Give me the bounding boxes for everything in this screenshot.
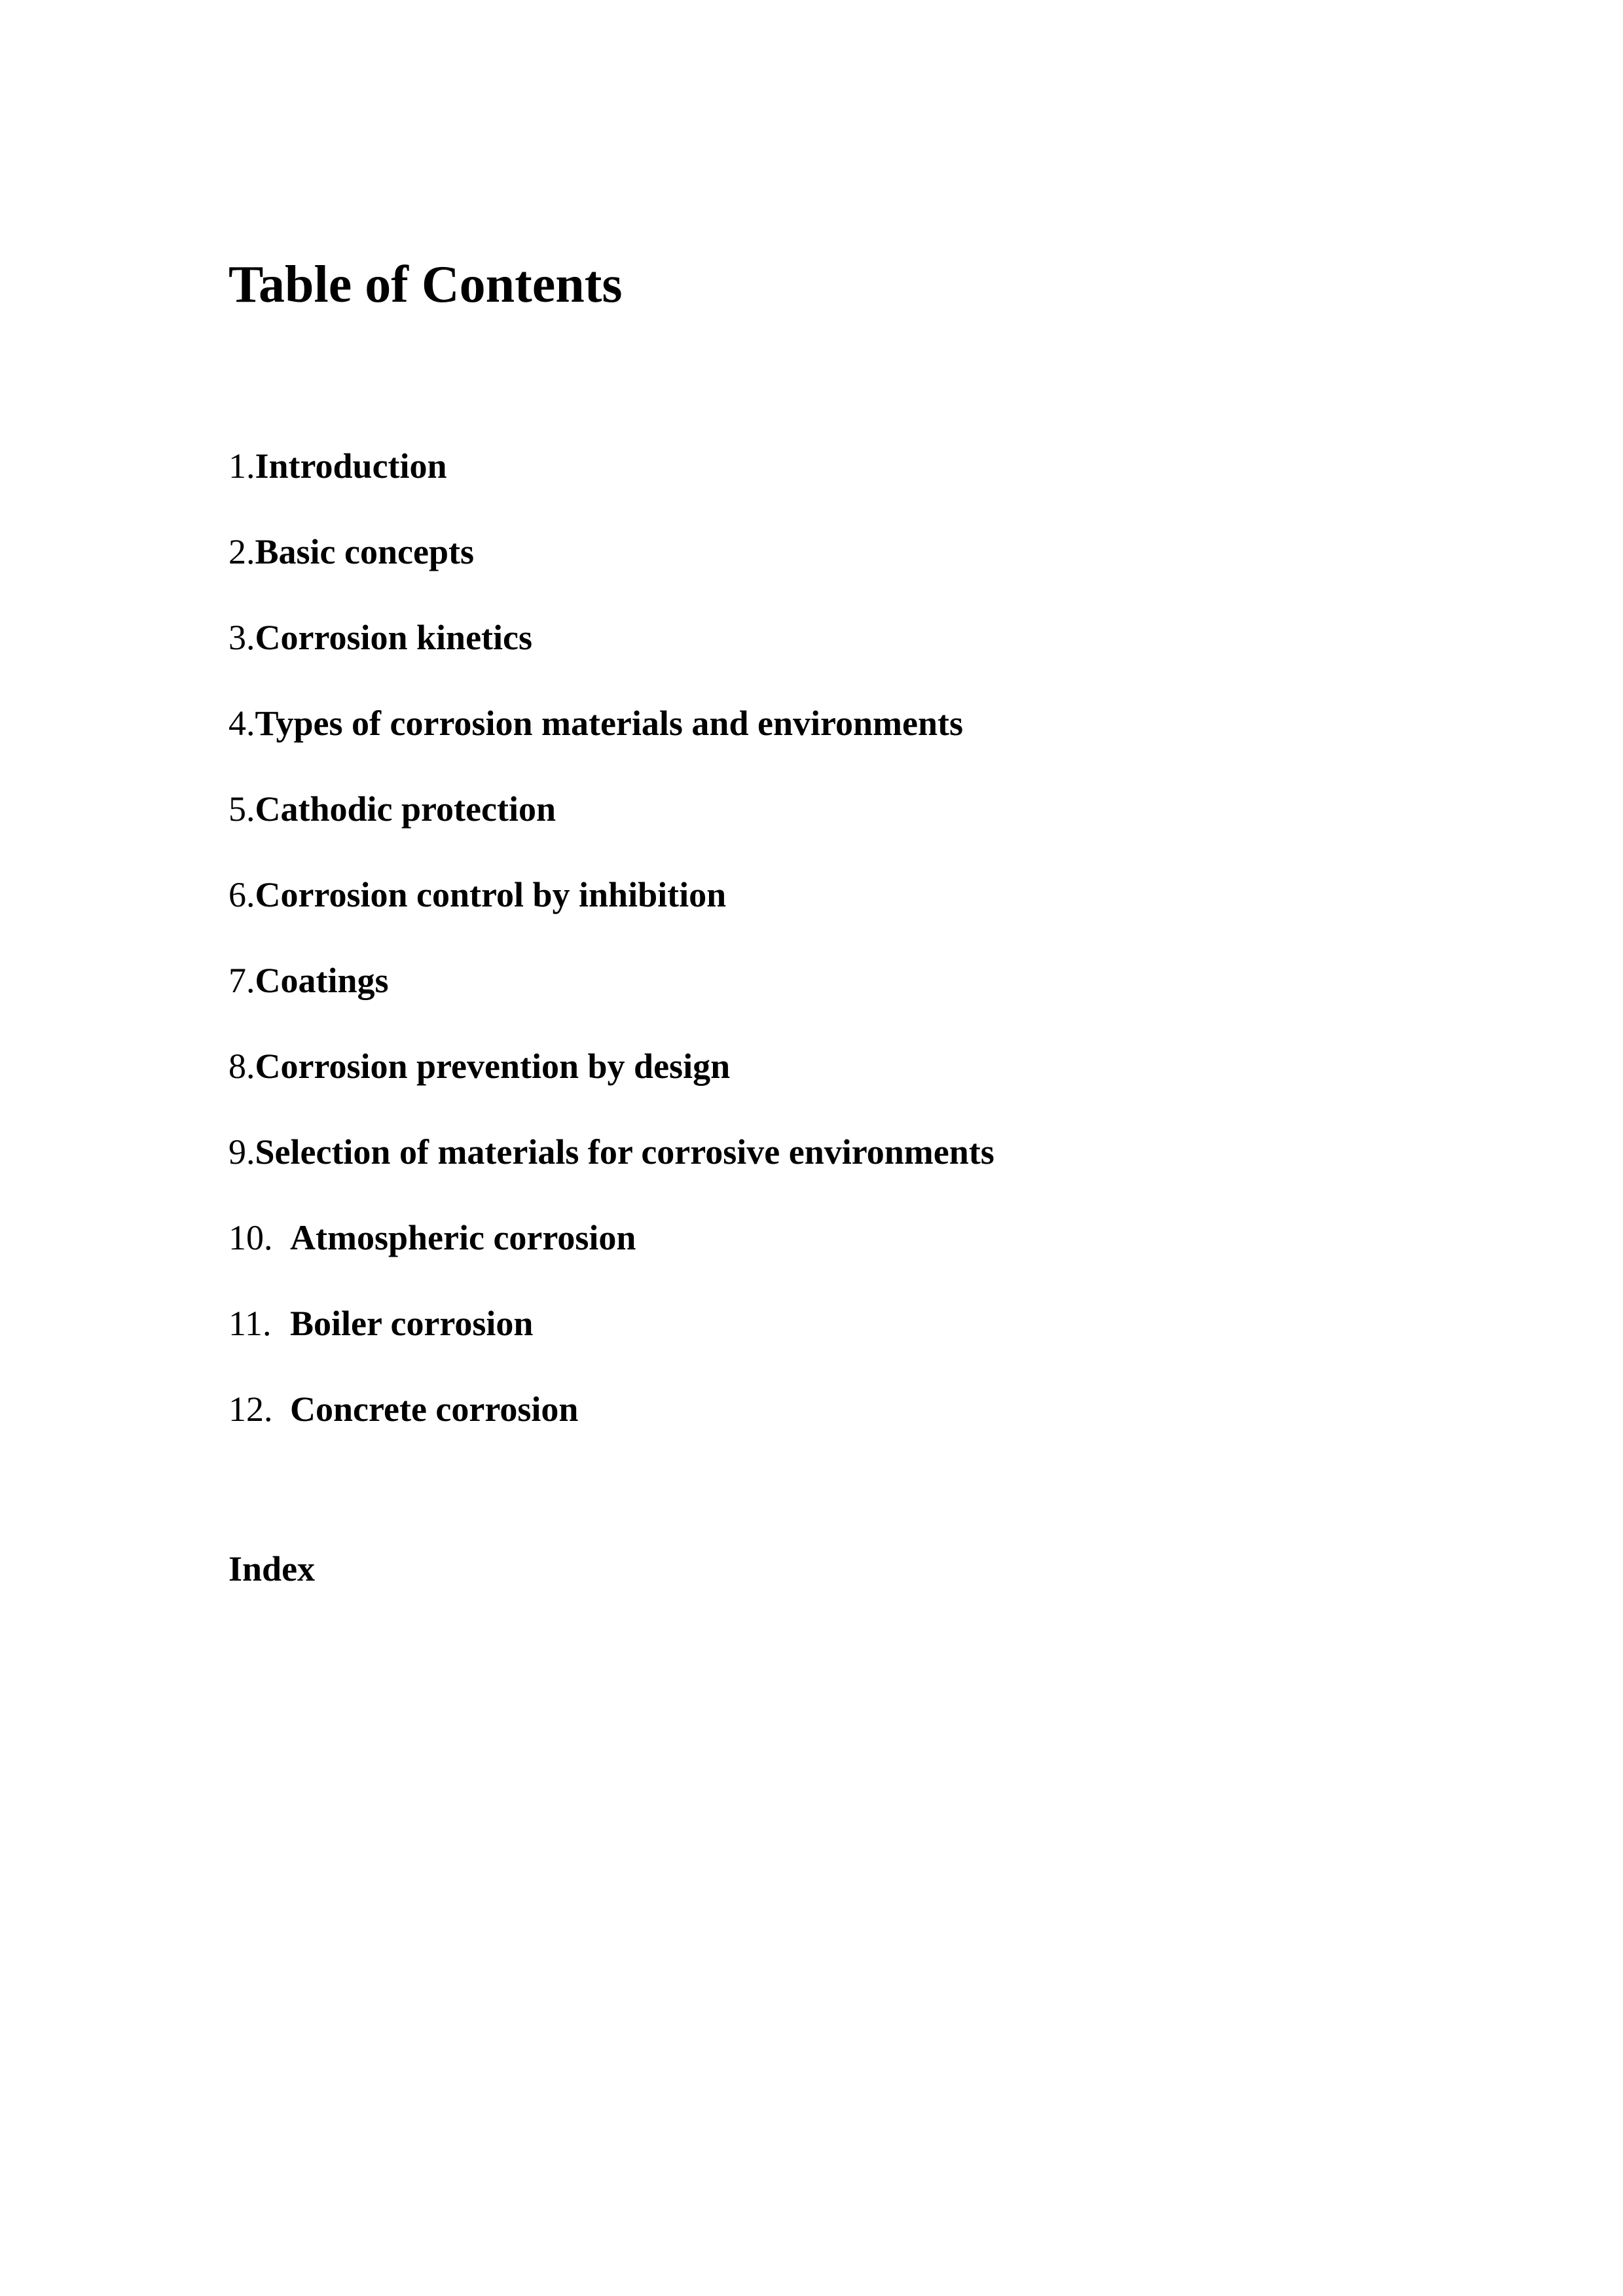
toc-entry-corrosion-prevention-by-design[interactable] xyxy=(228,1045,994,1131)
toc-entry-selection-of-materials[interactable] xyxy=(228,1131,994,1217)
toc-entry-number: 9. xyxy=(228,1132,255,1172)
toc-entry-label: Introduction xyxy=(255,446,447,486)
page-title: Table of Contents xyxy=(228,256,623,314)
toc-entry-label: Cathodic protection xyxy=(255,789,556,829)
toc-entry-number: 1. xyxy=(228,446,255,486)
toc-entry-cathodic-protection[interactable] xyxy=(228,788,994,874)
toc-entry-label: Basic concepts xyxy=(255,532,474,571)
toc-entry-number: 6. xyxy=(228,875,255,914)
toc-entry-index[interactable]: Index xyxy=(228,1549,316,1588)
toc-entry-label: Corrosion control by inhibition xyxy=(255,875,727,914)
toc-entry-label: Corrosion kinetics xyxy=(255,618,533,657)
toc-entry-label: Atmospheric corrosion xyxy=(290,1218,636,1257)
toc-entry-number: 5. xyxy=(228,789,255,829)
toc-entry-coatings[interactable] xyxy=(228,960,994,1045)
toc-entry-number: 3. xyxy=(228,618,255,657)
toc-entry-label: Boiler corrosion xyxy=(290,1304,534,1343)
toc-entry-corrosion-control-by-inhibition[interactable] xyxy=(228,874,994,960)
toc-entry-number: 7. xyxy=(228,961,255,1000)
toc-entry-label: Selection of materials for corrosive environments xyxy=(255,1132,994,1172)
toc-entry-label: Coatings xyxy=(255,961,389,1000)
toc-entry-boiler-corrosion[interactable] xyxy=(228,1302,994,1388)
toc-entry-concrete-corrosion[interactable] xyxy=(228,1388,994,1474)
toc-entry-number: 12. xyxy=(228,1390,273,1429)
toc-entry-number: 2. xyxy=(228,532,255,571)
toc-entry-atmospheric-corrosion[interactable] xyxy=(228,1217,994,1302)
toc-entry-label: Concrete corrosion xyxy=(290,1390,579,1429)
toc-entry-number: 10. xyxy=(228,1218,273,1257)
toc-entry-number: 4. xyxy=(228,704,255,743)
toc-entry-introduction[interactable] xyxy=(228,445,994,531)
toc-entry-number: 11. xyxy=(228,1304,272,1343)
toc-entry-label: Corrosion prevention by design xyxy=(255,1047,731,1086)
toc-entry-types-of-corrosion[interactable] xyxy=(228,702,994,788)
toc-entry-number: 8. xyxy=(228,1047,255,1086)
toc-entry-label: Types of corrosion materials and environments xyxy=(255,704,963,743)
table-of-contents xyxy=(228,445,994,1474)
toc-entry-basic-concepts[interactable] xyxy=(228,531,994,617)
toc-entry-corrosion-kinetics[interactable] xyxy=(228,617,994,702)
